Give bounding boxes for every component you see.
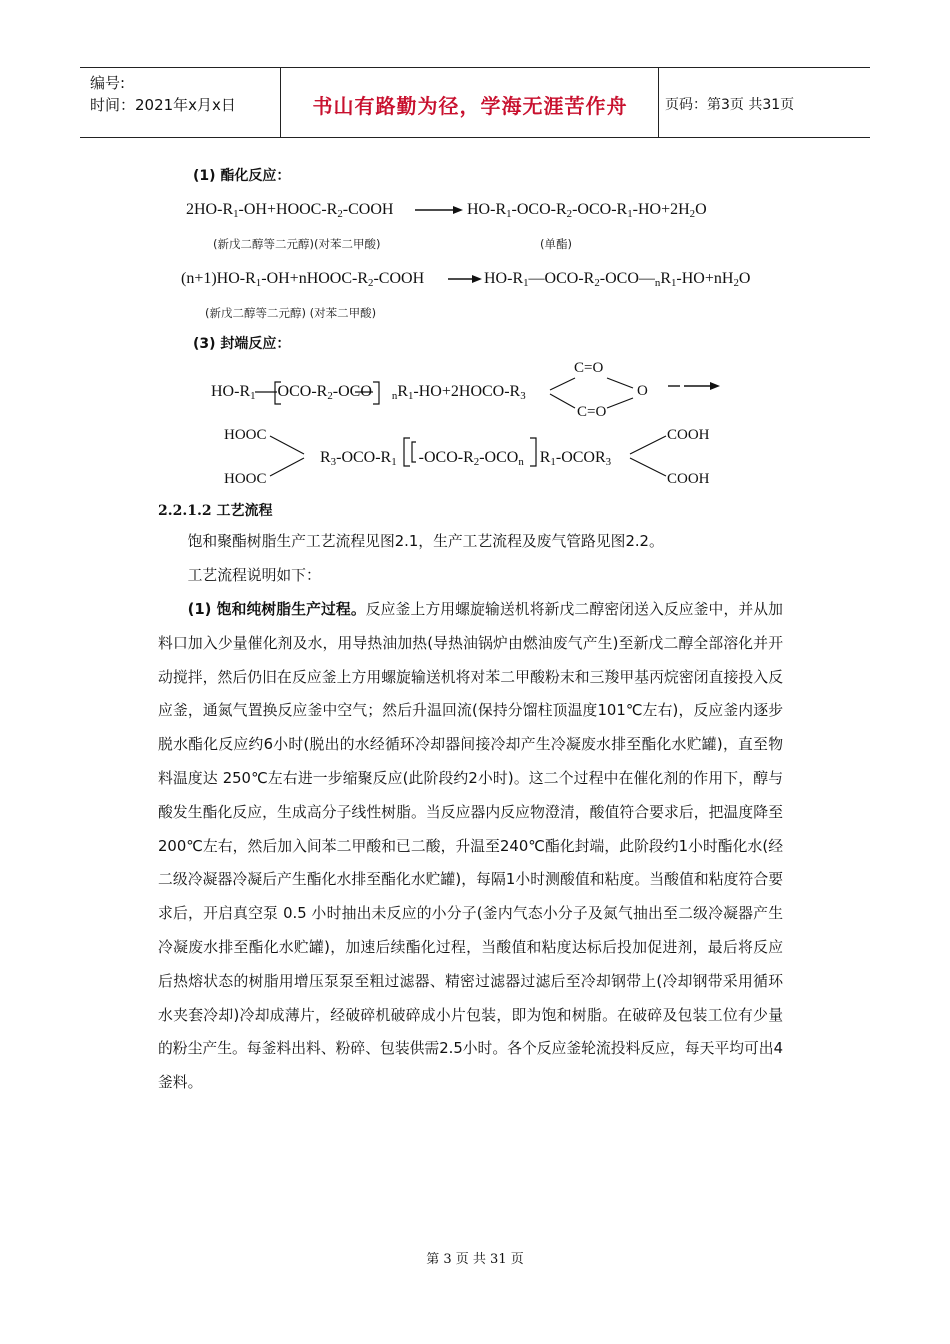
product-left-bonds: [268, 432, 308, 482]
process-subtitle: (1) 饱和纯树脂生产过程。: [187, 601, 366, 618]
anhydride-carbonyl-top: C=O: [574, 360, 604, 376]
equation-1-product-note: (单酯): [540, 237, 572, 251]
capping-title: (3) 封端反应：: [193, 336, 291, 352]
product-right-bonds: [626, 432, 670, 482]
anhydride-oxygen: O: [637, 383, 648, 399]
product-repeat-brackets: [398, 436, 548, 470]
equation-2-left: $(n+1)HO-R_1-OH+nHOOC-R_2$-COOH: [181, 270, 425, 290]
equation-2-note: (新戊二醇等二元醇) (对苯二甲酸): [205, 306, 377, 320]
paragraph-intro: 工艺流程说明如下：: [187, 567, 321, 584]
equation-2-right: $HO-R_1—OCO-R_2-OCO—_nR_1-HO+nH_2O$: [484, 270, 751, 290]
capping-product: $R_3-OCO-R_1$ $-OCO-R_2-OCO_n$ $R_1-OCOR_3$: [320, 449, 612, 469]
section-heading: 2.2.1.2 工艺流程: [158, 503, 273, 519]
page-footer: 第 3 页 共 31 页: [426, 1252, 524, 1267]
anhydride-carbonyl-bottom: C=O: [577, 404, 607, 420]
header-page-info: 页码：第3页 共31页: [665, 97, 795, 113]
anhydride-ring-bonds: [545, 368, 645, 418]
product-cooh-top: COOH: [667, 427, 710, 443]
header-motto: 书山有路勤为径，学海无涯苦作舟: [312, 94, 628, 118]
capping-reactant: $HO-R_1$ OCO-$R_2$-OCO $_nR_1-HO+2HOCO-R_3$: [211, 383, 526, 403]
reaction-arrow: [415, 203, 463, 217]
equation-1-right: $HO-R_1-OCO-R_2-OCO-R_1-HO+2H_2O$: [467, 201, 707, 221]
process-text: 反应釜上方用螺旋输送机将新戊二醇密闭送入反应釜中，并从加料口加入少量催化剂及水，用导热油加热(导热油锅炉由燃油废气产生)至新戊二醇全部溶化并开动搅拌，然后仍旧在反应釜上方用螺旋输送机将对苯二甲酸粉末和三羧甲基丙烷密闭直接投入反应釜，通氮气置换反应釜中空气；然后升温回流(保持分馏柱顶温度101℃左右)，反应釜内逐步脱水酯化反应约6小时(脱出的水经循环冷却器间接冷却产生冷凝废水排至酯化水贮罐)，直至物料温度达 250℃左右进一步缩聚反应(此阶段约2小时)。这二个过程中在催化剂的作用下，醇与酸发生酯化反应，生成高分子线性树脂。当反应器内反应物澄清，酸值符合要求后，把温度降至200℃左右，然后加入间苯二甲酸和已二酸，升温至240℃酯化封端，此阶段约1小时酯化水(经二级冷凝器冷凝后产生酯化水排至酯化水贮罐)，每隔1小时测酸值和粘度。当酸值和粘度符合要求后，开启真空泵 0.5 小时抽出未反应的小分子(釜内气态小分子及氮气抽出至二级冷凝器产生冷凝废水排至酯化水贮罐)，加速后续酯化过程，当酸值和粘度达标后投加促进剂，最后将反应后热熔状态的树脂用增压泵泵至粗过滤器、精密过滤器过滤后至冷却钢带上(冷却钢带采用循环水夹套冷却)冷却成薄片，经破碎机破碎成小片包装，即为饱和树脂。在破碎及包装工位有少量的粉尘产生。每釜料出料、粉碎、包装供需2.5小时。各个反应釜轮流投料反应，每天平均可出4釜料。: [158, 601, 783, 1092]
product-cooh-bottom: COOH: [667, 471, 710, 487]
header-divider: [280, 68, 281, 137]
header-meta: [90, 72, 236, 116]
doc-date: 时间：2021年x月x日: [90, 96, 236, 114]
header-divider: [658, 68, 659, 137]
equation-1-note: (新戊二醇等二元醇)(对苯二甲酸): [213, 237, 381, 251]
product-hooc-top: HOOC: [224, 427, 267, 443]
reaction-arrow: [668, 378, 720, 394]
reaction-arrow: [448, 272, 482, 286]
repeat-unit-bracket: [255, 378, 395, 408]
paragraph-flow-figures: 饱和聚酯树脂生产工艺流程见图2.1，生产工艺流程及废气管路见图2.2。: [187, 533, 664, 550]
equation-1-left: $2HO-R_1-OH+HOOC-R_2$-COOH: [186, 201, 394, 221]
product-hooc-bottom: HOOC: [224, 471, 267, 487]
doc-number-label: 编号:: [90, 74, 126, 92]
esterification-title: (1) 酯化反应：: [193, 168, 291, 184]
paragraph-process-description: [158, 593, 783, 1100]
page-header: [80, 67, 870, 138]
